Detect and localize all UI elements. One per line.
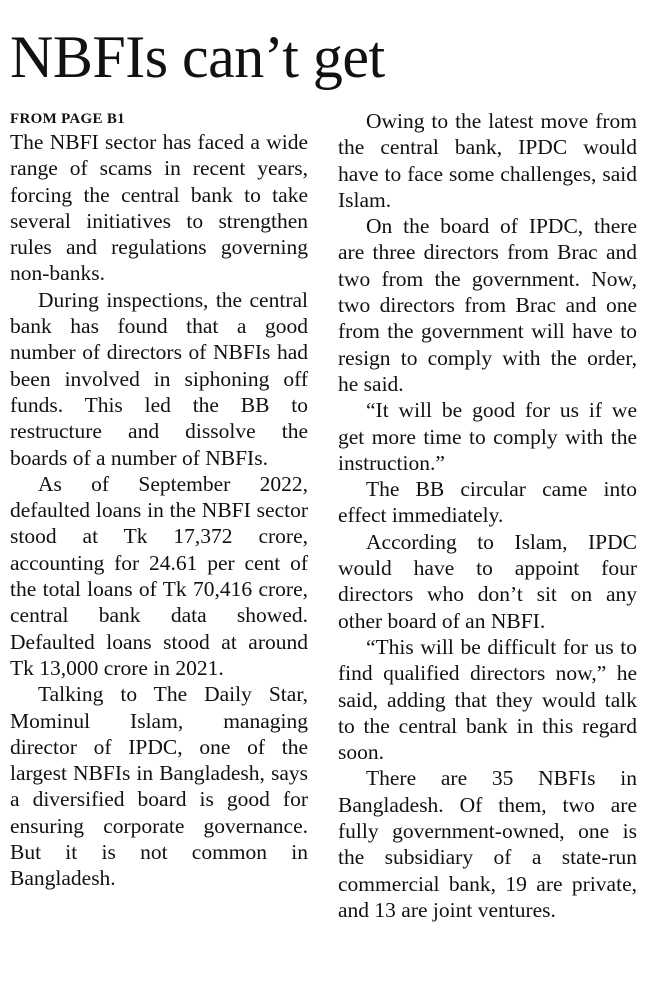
paragraph: There are 35 NBFIs in Bangladesh. Of them, two are fully government-owned, one is the subsidiary of a state-run commercial bank, 19 are private, and 13 are joint ventures.: [338, 766, 637, 922]
headline: NBFIs can’t get: [10, 24, 385, 90]
right-column: [338, 108, 637, 923]
paragraph: The NBFI sector has faced a wide range of scams in recent years, forcing the central bank to take several initiatives to strengthen rules and regulations governing non-banks.: [10, 130, 308, 286]
paragraph: According to Islam, IPDC would have to appoint four directors who don’t sit on any other board of an NBFI.: [338, 529, 637, 633]
paragraph: “It will be good for us if we get more time to comply with the instruction.”: [338, 398, 637, 475]
left-column: [10, 108, 308, 892]
paragraph: “This will be difficult for us to find qualified directors now,” he said, adding that they would talk to the central bank in this regard soon.: [338, 634, 637, 765]
paragraph: Owing to the latest move from the central bank, IPDC would have to face some challenges, said Islam.: [338, 109, 637, 212]
paragraph: The BB circular came into effect immediately.: [338, 477, 637, 528]
paragraph: As of September 2022, defaulted loans in the NBFI sector stood at Tk 17,372 crore, accounting for 24.61 per cent of the total loans of Tk 70,416 crore, central bank data showed. Defaulted loans stood at around Tk 13,000 crore in 2021.: [10, 471, 308, 680]
continued-from-label: FROM PAGE B1: [10, 111, 125, 127]
paragraph: On the board of IPDC, there are three directors from Brac and two from the government. Now, two directors from Brac and one from the government will have to resign to comply with the order, he said.: [338, 214, 637, 396]
paragraph: During inspections, the central bank has found that a good number of directors of NBFIs had been involved in siphoning off funds. This led the BB to restructure and dissolve the boards of a number of NBFIs.: [10, 287, 308, 470]
paragraph: Talking to The Daily Star, Mominul Islam, managing director of IPDC, one of the largest NBFIs in Bangladesh, says a diversified board is good for ensuring corporate governance. But it is not common in Bangladesh.: [10, 682, 308, 891]
